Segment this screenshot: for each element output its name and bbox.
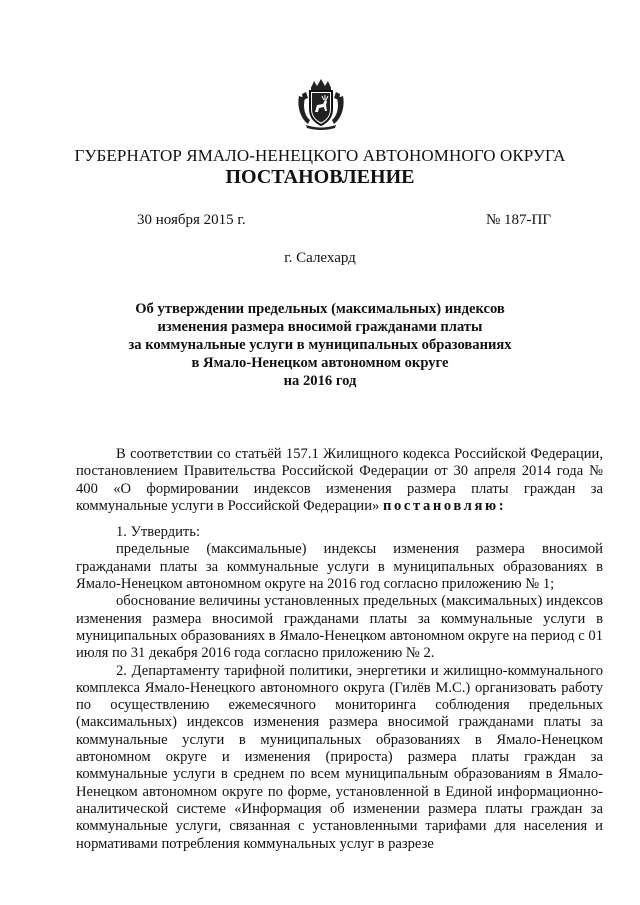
yamal-coat-of-arms-icon [296,76,346,130]
item-2-paragraph: 2. Департаменту тарифной политики, энергетики и жилищно-коммунального комплекса Ямало-Ненецкого автономного округа (Гилёв М.С.) организовать работу по осуществлению ежемесячного мониторинга соблюдения предельных (максимальных) индексов изменения размера вносимой гражданами платы за коммунальные услуги в муниципальных образованиях в Ямало-Ненецком автономном округе и изменения (прироста) размера платы граждан за коммунальные услуги в среднем по всем муниципальным образованиям в Ямало-Ненецком автономном округе по форме, установленной в Единой информационно-аналитической системе «Информация об изменении размера платы граждан за коммунальные услуги, связанная с установленными тарифами для населения и нормативами потребления коммунальных услуг в разрезе [76,662,603,852]
issuing-authority: ГУБЕРНАТОР ЯМАЛО-НЕНЕЦКОГО АВТОНОМНОГО ОКРУГА [74,146,566,165]
preamble-text: В соответствии со статьёй 157.1 Жилищного кодекса Российской Федерации, постановлением Правительства Российской Федерации от 30 апреля 2014 года № 400 «О формировании индексов изменения размера платы граждан за коммунальные услуги в Российской Федерации» [76,446,603,514]
preamble-paragraph [76,446,603,515]
document-title [120,300,520,390]
title-line: изменения размера вносимой гражданами платы [157,319,483,335]
item-1-subitem-b: обоснование величины установленных предельных (максимальных) индексов изменения размера вносимой гражданами платы за коммунальные услуги в муниципальных образованиях в Ямало-Ненецком автономном округе на период с 01 июля по 31 декабря 2016 года согласно приложению № 2. [76,593,603,662]
document-body [76,446,603,853]
title-line: в Ямало-Ненецком автономном округе [191,355,449,371]
document-date: 30 ноября 2015 г. [137,212,246,228]
preamble-keyword: постановляю: [383,497,507,514]
item-1-subitem-a: предельные (максимальные) индексы изменения размера вносимой гражданами платы за коммунальные услуги в муниципальных образованиях в Ямало-Ненецком автономном округе на 2016 год согласно приложению № 1; [76,541,603,593]
title-line: за коммунальные услуги в муниципальных образованиях [128,337,512,353]
item-1-heading: 1. Утвердить: [116,524,201,541]
document-number: № 187-ПГ [486,212,552,228]
document-type-heading: ПОСТАНОВЛЕНИЕ [225,166,415,188]
title-line: Об утверждении предельных (максимальных) индексов [135,301,505,317]
title-line: на 2016 год [283,373,357,389]
document-place: г. Салехард [284,250,356,266]
